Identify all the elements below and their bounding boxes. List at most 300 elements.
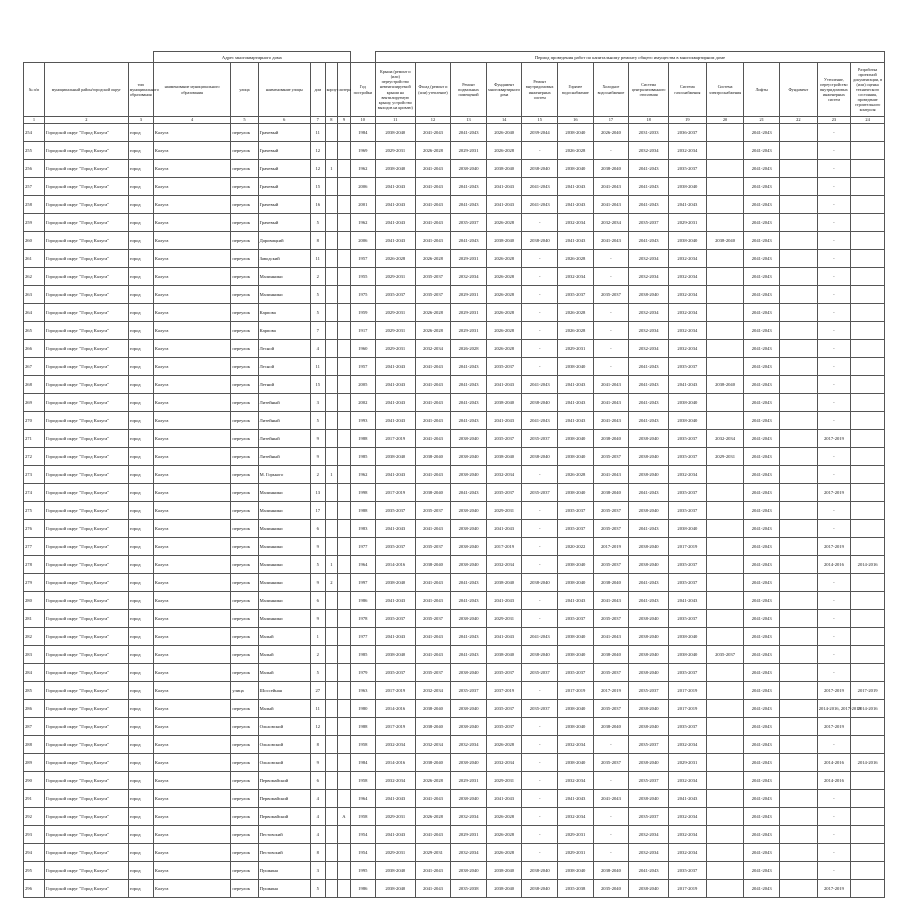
cell-col-19: 2038-2040 (669, 519, 707, 537)
cell-litera (338, 573, 351, 591)
table-row (24, 681, 885, 699)
column-number: 22 (780, 117, 818, 124)
cell-col-16: 2026-2028 (558, 141, 594, 159)
cell-litera (338, 393, 351, 411)
cell-col-16: 2038-2040 (558, 717, 594, 735)
cell-litera (338, 357, 351, 375)
cell-col-12: 2029-2031 (415, 843, 451, 861)
cell-col-13: 2035-2037 (451, 213, 487, 231)
cell-col-11: 2041-2043 (375, 177, 415, 195)
cell-col-17: - (593, 357, 629, 375)
cell-mo-name: Калуга (153, 627, 231, 645)
cell-col-14: 2041-2043 (486, 195, 522, 213)
cell-col-11: 2029-2031 (375, 321, 415, 339)
column-number: 4 (153, 117, 231, 124)
cell-col-11: 2029-2031 (375, 141, 415, 159)
cell-col-13: 2038-2040 (451, 501, 487, 519)
cell-street-name: Малинники (258, 573, 310, 591)
cell-street-type: переулок (231, 537, 258, 555)
cell-col-18: 2041-2043 (629, 195, 669, 213)
cell-mo-type: город (128, 807, 153, 825)
cell-litera (338, 861, 351, 879)
cell-col-17: - (593, 339, 629, 357)
cell-col-18: 2041-2043 (629, 411, 669, 429)
table-row (24, 555, 885, 573)
cell-num: 295 (24, 861, 45, 879)
header-basement: Ремонт подвальных помещений (451, 63, 487, 117)
cell-mo-type: город (128, 501, 153, 519)
cell-col-11: 2038-2040 (375, 447, 415, 465)
cell-col-17: 2041-2043 (593, 195, 629, 213)
cell-col-17: 2017-2019 (593, 537, 629, 555)
header-col21: Фундамент (780, 63, 818, 117)
cell-col-13: 2038-2040 (451, 465, 487, 483)
cell-korpus (325, 717, 338, 735)
cell-mo-name: Калуга (153, 519, 231, 537)
cell-district: Городской округ "Город Калуга" (44, 609, 128, 627)
cell-col-11: 2041-2043 (375, 591, 415, 609)
cell-house: 5 (310, 411, 325, 429)
cell-col-21: 2041-2043 (744, 357, 780, 375)
cell-street-name: Даровицкий (258, 231, 310, 249)
table-row (24, 375, 885, 393)
cell-col-23: - (817, 339, 851, 357)
cell-col-18: 2032-2034 (629, 825, 669, 843)
cell-col-22 (780, 681, 818, 699)
cell-col-21: 2041-2043 (744, 213, 780, 231)
cell-mo-name: Калуга (153, 699, 231, 717)
table-row (24, 213, 885, 231)
cell-street-name: Малинники (258, 267, 310, 285)
cell-col-20: 2032-2034 (706, 429, 744, 447)
cell-mo-type: город (128, 231, 153, 249)
cell-col-24 (851, 843, 885, 861)
cell-col-10: 1984 (350, 753, 375, 771)
cell-col-11: 2017-2019 (375, 717, 415, 735)
cell-col-21: 2041-2043 (744, 717, 780, 735)
cell-col-16: 2026-2028 (558, 321, 594, 339)
cell-col-12: 2041-2043 (415, 645, 451, 663)
cell-street-type: переулок (231, 177, 258, 195)
cell-korpus (325, 843, 338, 861)
cell-col-11: 2014-2016 (375, 753, 415, 771)
cell-col-22 (780, 771, 818, 789)
cell-col-24 (851, 519, 885, 537)
cell-col-23: - (817, 789, 851, 807)
cell-col-24 (851, 645, 885, 663)
cell-mo-name: Калуга (153, 303, 231, 321)
cell-street-name: Малинники (258, 483, 310, 501)
cell-street-type: переулок (231, 159, 258, 177)
table-row (24, 861, 885, 879)
cell-mo-name: Калуга (153, 213, 231, 231)
table-row (24, 609, 885, 627)
cell-korpus (325, 357, 338, 375)
cell-col-16: 2035-2037 (558, 501, 594, 519)
cell-col-11: 2014-2016 (375, 699, 415, 717)
cell-num: 286 (24, 699, 45, 717)
cell-col-22 (780, 447, 818, 465)
cell-col-23: 2017-2019 (817, 537, 851, 555)
cell-korpus (325, 393, 338, 411)
cell-litera (338, 465, 351, 483)
cell-col-13: 2041-2043 (451, 375, 487, 393)
cell-col-20 (706, 717, 744, 735)
cell-col-19: 2041-2043 (669, 195, 707, 213)
header-col19: Система электроснабжения (706, 63, 744, 117)
cell-col-15: - (522, 753, 558, 771)
cell-litera (338, 195, 351, 213)
cell-house: 11 (310, 123, 325, 141)
cell-street-type: переулок (231, 789, 258, 807)
cell-col-14: 2035-2037 (486, 429, 522, 447)
cell-col-10: 1997 (350, 573, 375, 591)
cell-col-15: 2035-2037 (522, 429, 558, 447)
cell-mo-name: Калуга (153, 411, 231, 429)
cell-col-18: 2038-2040 (629, 645, 669, 663)
cell-col-15: - (522, 501, 558, 519)
cell-district: Городской округ "Город Калуга" (44, 465, 128, 483)
cell-mo-name: Калуга (153, 141, 231, 159)
cell-col-18: 2038-2040 (629, 609, 669, 627)
cell-mo-name: Калуга (153, 375, 231, 393)
cell-col-13: 2032-2034 (451, 807, 487, 825)
cell-mo-name: Калуга (153, 537, 231, 555)
cell-col-17: - (593, 249, 629, 267)
cell-col-20 (706, 303, 744, 321)
cell-street-name: Малый (258, 699, 310, 717)
cell-col-20 (706, 195, 744, 213)
cell-col-15: - (522, 591, 558, 609)
cell-mo-type: город (128, 141, 153, 159)
cell-col-16: 2041-2043 (558, 375, 594, 393)
cell-col-16: 2038-2040 (558, 123, 594, 141)
cell-col-19: 2032-2034 (669, 267, 707, 285)
cell-col-19: 2035-2037 (669, 483, 707, 501)
cell-col-15: - (522, 519, 558, 537)
cell-mo-name: Калуга (153, 195, 231, 213)
cell-mo-type: город (128, 735, 153, 753)
cell-mo-name: Калуга (153, 465, 231, 483)
cell-col-17: 2041-2043 (593, 411, 629, 429)
cell-col-20 (706, 465, 744, 483)
cell-house: 9 (310, 573, 325, 591)
cell-col-13: 2026-2028 (451, 339, 487, 357)
cell-col-19: 2038-2040 (669, 645, 707, 663)
cell-mo-name: Калуга (153, 555, 231, 573)
cell-korpus (325, 861, 338, 879)
table-row (24, 879, 885, 897)
cell-house: 9 (310, 609, 325, 627)
cell-street-type: переулок (231, 879, 258, 897)
cell-col-20 (706, 411, 744, 429)
cell-street-type: переулок (231, 231, 258, 249)
cell-district: Городской округ "Город Калуга" (44, 645, 128, 663)
cell-street-name: Малый (258, 663, 310, 681)
cell-col-20: 2029-2031 (706, 447, 744, 465)
cell-district: Городской округ "Город Калуга" (44, 339, 128, 357)
cell-col-21: 2041-2043 (744, 519, 780, 537)
cell-col-23: - (817, 735, 851, 753)
cell-col-13: 2029-2031 (451, 285, 487, 303)
cell-col-19: 2035-2037 (669, 609, 707, 627)
cell-mo-type: город (128, 753, 153, 771)
cell-col-19: 2035-2037 (669, 501, 707, 519)
cell-district: Городской округ "Город Калуга" (44, 501, 128, 519)
table-row (24, 159, 885, 177)
cell-col-24 (851, 375, 885, 393)
cell-col-15: - (522, 825, 558, 843)
cell-col-15: - (522, 249, 558, 267)
cell-litera: А (338, 807, 351, 825)
column-number: 24 (851, 117, 885, 124)
cell-litera (338, 843, 351, 861)
cell-col-24 (851, 213, 885, 231)
cell-col-12: 2035-2037 (415, 285, 451, 303)
cell-col-24 (851, 825, 885, 843)
cell-col-22 (780, 231, 818, 249)
cell-num: 271 (24, 429, 45, 447)
cell-col-14: 2041-2043 (486, 375, 522, 393)
cell-col-10: 1962 (350, 159, 375, 177)
header-street-type: улица (231, 63, 258, 117)
cell-num: 267 (24, 357, 45, 375)
cell-korpus (325, 879, 338, 897)
cell-street-name: Шоссейная (258, 681, 310, 699)
cell-district: Городской округ "Город Калуга" (44, 627, 128, 645)
cell-col-12: 2035-2037 (415, 537, 451, 555)
cell-col-16: 2035-2037 (558, 519, 594, 537)
cell-district: Городской округ "Город Калуга" (44, 141, 128, 159)
cell-street-name: Грачевый (258, 159, 310, 177)
cell-street-name: Малинники (258, 537, 310, 555)
cell-col-22 (780, 393, 818, 411)
cell-col-24: 2014-2016 (851, 555, 885, 573)
cell-street-name: Малинники (258, 555, 310, 573)
cell-col-18: 2038-2040 (629, 627, 669, 645)
cell-col-20 (706, 123, 744, 141)
cell-num: 284 (24, 663, 45, 681)
cell-col-18: 2031-2033 (629, 123, 669, 141)
cell-col-16: 2029-2031 (558, 339, 594, 357)
cell-col-12: 2026-2028 (415, 807, 451, 825)
cell-col-14: 2026-2028 (486, 213, 522, 231)
cell-num: 265 (24, 321, 45, 339)
cell-district: Городской округ "Город Калуга" (44, 807, 128, 825)
cell-col-13: 2038-2040 (451, 555, 487, 573)
cell-col-19: 2032-2034 (669, 807, 707, 825)
cell-house: 11 (310, 357, 325, 375)
cell-litera (338, 663, 351, 681)
cell-col-19: 2017-2019 (669, 681, 707, 699)
cell-house: 16 (310, 195, 325, 213)
cell-col-19: 2041-2043 (669, 375, 707, 393)
cell-col-13: 2041-2043 (451, 573, 487, 591)
cell-col-15: 2038-2040 (522, 879, 558, 897)
cell-col-21: 2041-2043 (744, 573, 780, 591)
table-row (24, 753, 885, 771)
cell-mo-type: город (128, 861, 153, 879)
cell-col-18: 2041-2043 (629, 177, 669, 195)
table-row (24, 663, 885, 681)
cell-col-20 (706, 141, 744, 159)
cell-col-19: 2038-2040 (669, 411, 707, 429)
cell-district: Городской округ "Город Калуга" (44, 177, 128, 195)
cell-col-20 (706, 843, 744, 861)
cell-mo-name: Калуга (153, 573, 231, 591)
cell-mo-type: город (128, 537, 153, 555)
cell-mo-name: Калуга (153, 771, 231, 789)
cell-col-17: 2035-2040 (593, 879, 629, 897)
cell-street-type: переулок (231, 663, 258, 681)
cell-house: 5 (310, 213, 325, 231)
cell-litera (338, 879, 351, 897)
cell-col-10: 1964 (350, 789, 375, 807)
cell-street-name: Грачевый (258, 195, 310, 213)
cell-col-24 (851, 321, 885, 339)
cell-col-19: 2041-2043 (669, 789, 707, 807)
cell-mo-type: город (128, 843, 153, 861)
cell-mo-name: Калуга (153, 735, 231, 753)
table-row (24, 195, 885, 213)
cell-house: 9 (310, 753, 325, 771)
cell-col-17: - (593, 771, 629, 789)
cell-col-11: 2029-2031 (375, 267, 415, 285)
cell-col-17: 2041-2043 (593, 177, 629, 195)
cell-street-name: Грачевый (258, 141, 310, 159)
cell-mo-type: город (128, 447, 153, 465)
cell-num: 296 (24, 879, 45, 897)
cell-col-24 (851, 231, 885, 249)
cell-col-17: 2038-2040 (593, 717, 629, 735)
cell-col-20 (706, 789, 744, 807)
cell-col-14: 2032-2034 (486, 555, 522, 573)
cell-col-14: 2038-2040 (486, 447, 522, 465)
cell-col-14: 2038-2040 (486, 645, 522, 663)
column-number: 13 (451, 117, 487, 124)
cell-korpus (325, 537, 338, 555)
cell-litera (338, 609, 351, 627)
cell-street-name: Первомайский (258, 807, 310, 825)
cell-korpus (325, 807, 338, 825)
cell-col-11: 2041-2043 (375, 411, 415, 429)
cell-col-16: 2035-2038 (558, 879, 594, 897)
cell-col-11: 2029-2031 (375, 843, 415, 861)
cell-col-10: 1983 (350, 519, 375, 537)
cell-col-10: 2001 (350, 195, 375, 213)
cell-col-12: 2041-2043 (415, 861, 451, 879)
cell-col-14: 2038-2040 (486, 159, 522, 177)
cell-col-18: 2041-2043 (629, 591, 669, 609)
cell-col-10: 1988 (350, 501, 375, 519)
cell-col-15: - (522, 465, 558, 483)
cell-col-20 (706, 537, 744, 555)
cell-col-10: 1995 (350, 861, 375, 879)
cell-num: 257 (24, 177, 45, 195)
cell-col-17: 2035-2037 (593, 699, 629, 717)
cell-col-18: 2038-2040 (629, 555, 669, 573)
cell-col-16: 2038-2040 (558, 555, 594, 573)
cell-num: 277 (24, 537, 45, 555)
cell-col-12: 2041-2043 (415, 375, 451, 393)
table-row (24, 447, 885, 465)
cell-col-18: 2038-2040 (629, 429, 669, 447)
cell-col-19: 2017-2019 (669, 879, 707, 897)
cell-street-type: переулок (231, 645, 258, 663)
cell-col-21: 2041-2043 (744, 807, 780, 825)
cell-num: 259 (24, 213, 45, 231)
cell-col-15: 2038-2040 (522, 447, 558, 465)
cell-col-24 (851, 861, 885, 879)
cell-street-type: переулок (231, 555, 258, 573)
cell-col-11: 2041-2043 (375, 627, 415, 645)
cell-col-13: 2038-2040 (451, 717, 487, 735)
cell-col-19: 2035-2037 (669, 159, 707, 177)
cell-house: 4 (310, 339, 325, 357)
header-col17: Система централизованного отопления (629, 63, 669, 117)
cell-col-17: 2035-2037 (593, 285, 629, 303)
cell-district: Городской округ "Город Калуга" (44, 879, 128, 897)
column-number: 16 (558, 117, 594, 124)
cell-col-12: 2038-2040 (415, 717, 451, 735)
cell-house: 8 (310, 231, 325, 249)
cell-num: 282 (24, 627, 45, 645)
cell-col-21: 2041-2043 (744, 195, 780, 213)
cell-col-23: 2014-2016 (817, 771, 851, 789)
cell-col-15: - (522, 285, 558, 303)
column-number: 1 (24, 117, 45, 124)
cell-mo-type: город (128, 339, 153, 357)
header-korpus: корпус (325, 63, 338, 117)
cell-col-18: 2038-2040 (629, 717, 669, 735)
cell-litera (338, 519, 351, 537)
cell-col-13: 2032-2034 (451, 843, 487, 861)
table-row (24, 789, 885, 807)
cell-col-19: 2035-2037 (669, 861, 707, 879)
cell-col-12: 2041-2043 (415, 627, 451, 645)
cell-street-type: переулок (231, 753, 258, 771)
cell-col-10: 2005 (350, 375, 375, 393)
cell-col-19: 2032-2034 (669, 339, 707, 357)
cell-mo-type: город (128, 465, 153, 483)
cell-street-name: Грачевый (258, 213, 310, 231)
cell-col-16: 2032-2034 (558, 807, 594, 825)
cell-col-12: 2026-2028 (415, 141, 451, 159)
cell-col-22 (780, 879, 818, 897)
column-number: 3 (128, 117, 153, 124)
cell-col-16: 2038-2040 (558, 627, 594, 645)
cell-col-24 (851, 393, 885, 411)
cell-num: 273 (24, 465, 45, 483)
cell-col-22 (780, 789, 818, 807)
cell-district: Городской округ "Город Калуга" (44, 663, 128, 681)
cell-col-11: 2038-2040 (375, 861, 415, 879)
cell-col-15: - (522, 609, 558, 627)
cell-korpus (325, 195, 338, 213)
cell-col-16: 2041-2043 (558, 231, 594, 249)
cell-korpus (325, 231, 338, 249)
cell-col-12: 2041-2043 (415, 231, 451, 249)
cell-district: Городской округ "Город Калуга" (44, 429, 128, 447)
cell-litera (338, 825, 351, 843)
cell-col-10: 1977 (350, 627, 375, 645)
cell-col-15: 2038-2040 (522, 573, 558, 591)
cell-col-13: 2038-2040 (451, 789, 487, 807)
table-row (24, 123, 885, 141)
cell-col-22 (780, 321, 818, 339)
cell-street-type: переулок (231, 411, 258, 429)
cell-street-name: Карпова (258, 303, 310, 321)
